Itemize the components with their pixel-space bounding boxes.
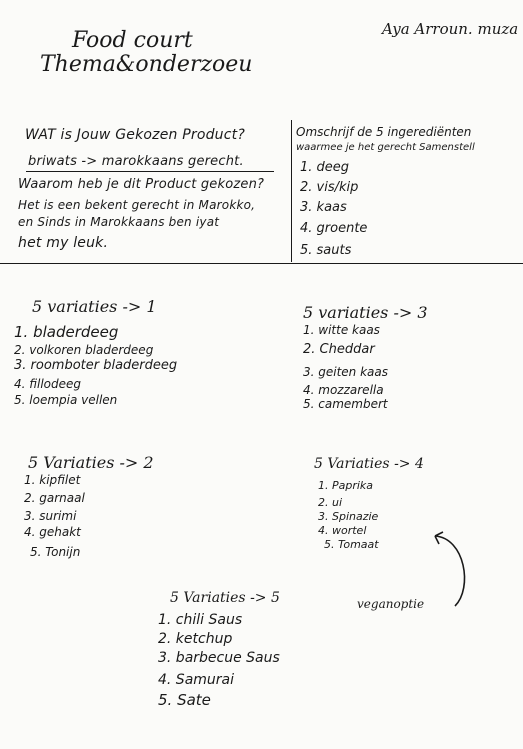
page-title-line2: Thema&onderzoeu: [40, 52, 253, 77]
list-item: 4. fillodeeg: [14, 377, 82, 391]
answer-underline: [26, 171, 274, 172]
list-item: 2. vis/kip: [300, 180, 359, 195]
list-item: 3. surimi: [24, 509, 77, 523]
variation-1-title: 5 variaties -> 1: [32, 297, 157, 316]
box-divider-vertical: [291, 120, 292, 262]
list-item: 1. Paprika: [318, 479, 374, 492]
list-item: 3. kaas: [300, 200, 347, 215]
ingredients-list: [300, 158, 367, 262]
ingredients-heading-line1: Omschrijf de 5 ingerediënten: [296, 125, 472, 139]
list-item: 5. Sate: [158, 691, 211, 709]
list-item: 2. volkoren bladerdeeg: [14, 343, 154, 357]
list-item: 5. sauts: [300, 243, 352, 258]
list-item: 3. geiten kaas: [303, 365, 389, 379]
list-item: 1. chili Saus: [158, 612, 243, 628]
variation-4-title: 5 Variaties -> 4: [314, 456, 424, 472]
why-question: Waarom heb je dit Product gekozen?: [18, 177, 265, 192]
variation-3-list: [303, 322, 388, 412]
list-item: 1. witte kaas: [303, 323, 380, 337]
list-item: 2. Cheddar: [303, 342, 375, 357]
why-answer-line3: het my leuk.: [18, 235, 109, 251]
list-item: 5. loempia vellen: [14, 393, 118, 407]
list-item: 2. garnaal: [24, 491, 85, 505]
list-item: 4. Samurai: [158, 672, 235, 688]
variation-5-list: [158, 612, 280, 708]
vegan-option-note: veganoptie: [357, 597, 425, 611]
list-item: 5. camembert: [303, 397, 388, 411]
variation-2-title: 5 Variaties -> 2: [28, 453, 154, 472]
why-answer-line2: en Sinds in Marokkaans ben iyat: [18, 215, 220, 229]
list-item: 2. ui: [318, 496, 343, 509]
list-item: 4. mozzarella: [303, 383, 384, 397]
ingredients-heading-line2: waarmee je het gerecht Samenstell: [296, 142, 475, 153]
list-item: 4. gehakt: [24, 525, 81, 539]
curved-arrow-icon: [425, 528, 485, 618]
variation-2-list: [24, 472, 85, 560]
product-question: WAT is Jouw Gekozen Product?: [25, 127, 245, 143]
list-item: 4. groente: [300, 221, 368, 236]
list-item: 1. bladerdeeg: [14, 323, 119, 341]
list-item: 5. Tonijn: [30, 545, 81, 559]
product-answer: briwats -> marokkaans gerecht.: [28, 154, 244, 169]
list-item: 3. Spinazie: [318, 510, 379, 523]
variation-4-list: [318, 478, 379, 553]
list-item: 1. kipfilet: [24, 473, 81, 487]
page-title-line1: Food court: [72, 28, 193, 53]
variation-5-title: 5 Variaties -> 5: [170, 590, 280, 606]
section-divider: [0, 263, 523, 264]
list-item: 4. wortel: [318, 524, 367, 537]
variation-3-title: 5 variaties -> 3: [303, 303, 428, 322]
variation-1-list: [14, 322, 177, 408]
author-name: Aya Arroun. muza: [382, 20, 519, 38]
why-answer-line1: Het is een bekent gerecht in Marokko,: [18, 198, 256, 212]
list-item: 1. deeg: [300, 160, 350, 175]
list-item: 2. ketchup: [158, 631, 233, 647]
list-item: 3. barbecue Saus: [158, 650, 280, 666]
list-item: 3. roomboter bladerdeeg: [14, 358, 178, 373]
list-item: 5. Tomaat: [324, 538, 379, 551]
